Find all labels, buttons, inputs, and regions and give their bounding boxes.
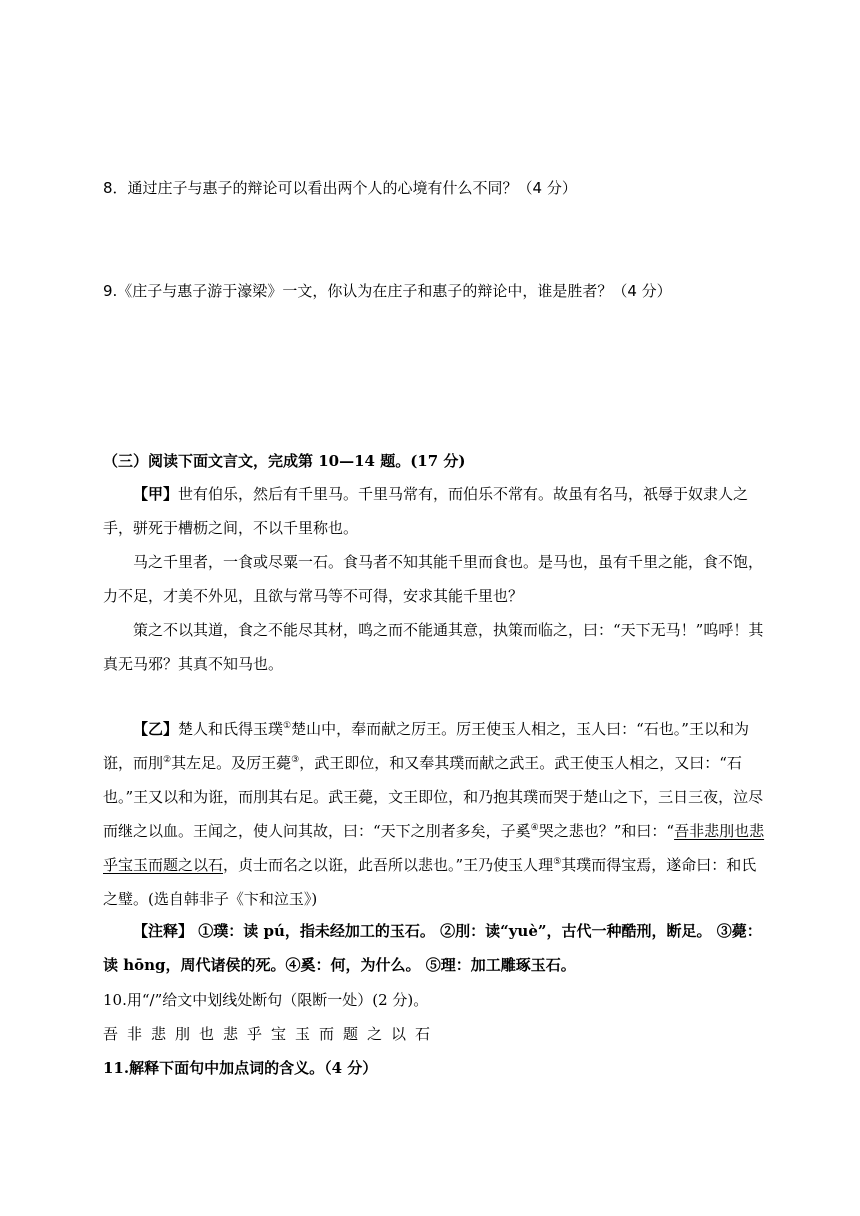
passage-yi-text: ，武王即位，和又奉其璞而献之武王。武王使玉人相之，又曰：“石也。”王又以和为诳，而刖其右足。武王薨，文王即位，和乃抱其璞而哭于楚山之下，三日三夜，泣尽而继之以血。王闻之，使人问其故，曰：“天下之刖者多矣，子奚 — [103, 754, 764, 840]
passage-yi-text: 楚山中，奉而献之厉王。厉王使玉人相之，玉人曰：“石也。”王以和为诳，而刖 — [103, 720, 749, 772]
passage-yi-text: ，贞士而名之以诳，此吾所以悲也。”王乃使玉人理 — [223, 856, 554, 874]
question-9: 9.《庄子与惠子游于濠梁》一文，你认为在庄子和惠子的辩论中，谁是胜者？（4 分） — [103, 282, 672, 300]
passage-jia-p1-text: 世有伯乐，然后有千里马。千里马常有，而伯乐不常有。故虽有名马，祇辱于奴隶人之手，骈死于槽枥之间，不以千里称也。 — [103, 485, 749, 537]
notes-text: ①璞：读 pú，指未经加工的玉石。 ②刖：读“yuè”，古代一种酷刑，断足。 ③薨：读 hōng，周代诸侯的死。④奚：何，为什么。 ⑤理：加工雕琢玉石。 — [103, 922, 762, 974]
question-10-prompt: 10.用“/”给文中划线处断句（限断一处）(2 分)。 — [103, 991, 429, 1009]
passage-jia-label: 【甲】 — [133, 485, 179, 503]
passage-yi-text: 其左足。及厉王薨 — [171, 754, 292, 772]
notes-label: 【注释】 — [133, 922, 194, 940]
footnote-marker-1: ① — [283, 721, 292, 731]
passage-yi — [103, 712, 765, 916]
footnote-marker-3: ③ — [291, 755, 300, 765]
passage-jia-p1 — [103, 477, 765, 545]
passage-yi-text: 其璞而得宝焉，遂命曰：和氏之璧。(选自韩非子《卞和泣玉》) — [103, 856, 757, 908]
passage-yi-label: 【乙】 — [133, 720, 179, 738]
underlined-sentence: 吾非悲刖也悲乎宝玉而题之以石 — [103, 822, 765, 874]
passage-yi-text: 楚人和氏得玉璞 — [178, 720, 284, 738]
passage-yi-text: 哭之悲也？”和曰：“ — [538, 822, 675, 840]
question-11-prompt: 11.解释下面句中加点词的含义。（4 分） — [103, 1059, 378, 1077]
footnote-marker-2: ② — [163, 755, 172, 765]
footnote-marker-5: ⑤ — [553, 857, 562, 867]
footnote-marker-4: ④ — [530, 823, 539, 833]
question-8: 8．通过庄子与惠子的辩论可以看出两个人的心境有什么不同？（4 分） — [103, 179, 577, 197]
question-10-sentence: 吾非悲刖也悲乎宝玉而题之以石 — [103, 1025, 440, 1043]
passage-jia-p3: 策之不以其道，食之不能尽其材，鸣之而不能通其意，执策而临之，曰：“天下无马！”呜呼！其真无马邪？其真不知马也。 — [103, 621, 764, 673]
passage-jia-p2: 马之千里者，一食或尽粟一石。食马者不知其能千里而食也。是马也，虽有千里之能，食不饱，力不足，才美不外见，且欲与常马等不可得，安求其能千里也？ — [103, 553, 764, 605]
section-3-heading: （三）阅读下面文言文，完成第 10—14 题。(17 分) — [103, 452, 466, 470]
notes — [103, 914, 765, 982]
